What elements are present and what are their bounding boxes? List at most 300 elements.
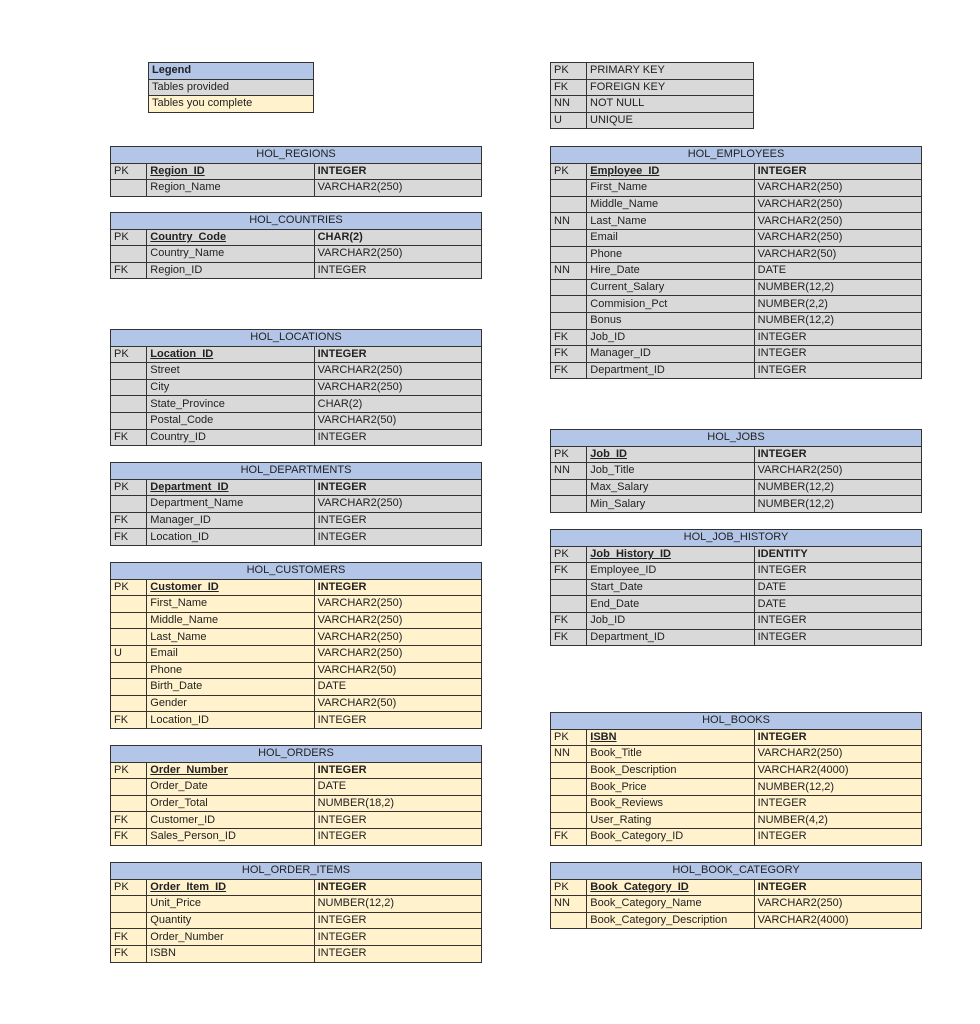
key-cell: U: [111, 645, 147, 662]
key-cell: [111, 912, 147, 929]
table-hol-locations: [110, 329, 482, 446]
key-cell: [111, 896, 147, 913]
key-cell: [551, 296, 587, 313]
column-type: INTEGER: [754, 879, 921, 896]
column-type: VARCHAR2(250): [754, 213, 921, 230]
key-cell: PK: [111, 879, 147, 896]
table-row: [551, 296, 922, 313]
key-abbr: PK: [551, 63, 587, 80]
key-cell: NN: [551, 746, 587, 763]
key-cell: [551, 196, 587, 213]
column-name: Unit_Price: [147, 896, 314, 913]
key-cell: FK: [111, 262, 147, 279]
key-cell: PK: [111, 479, 147, 496]
column-type: NUMBER(4,2): [754, 812, 921, 829]
table-row: [111, 496, 482, 513]
column-name: ISBN: [587, 729, 754, 746]
table-row: [551, 479, 922, 496]
key-cell: FK: [551, 329, 587, 346]
key-cell: FK: [551, 612, 587, 629]
table-row: [551, 746, 922, 763]
column-type: IDENTITY: [754, 546, 921, 563]
column-type: VARCHAR2(250): [314, 612, 481, 629]
column-type: NUMBER(12,2): [314, 896, 481, 913]
table-row: [111, 896, 482, 913]
table-title: HOL_ORDERS: [111, 746, 482, 763]
key-row: [551, 96, 754, 113]
key-cell: [551, 795, 587, 812]
table-row: [551, 362, 922, 379]
column-type: DATE: [754, 263, 921, 280]
table-row: [551, 779, 922, 796]
table-row: [111, 346, 482, 363]
key-cell: NN: [551, 213, 587, 230]
key-abbreviations: [550, 62, 754, 129]
legend: [148, 62, 314, 113]
table-row: [111, 363, 482, 380]
column-type: VARCHAR2(250): [754, 746, 921, 763]
key-cell: [551, 246, 587, 263]
key-cell: [111, 396, 147, 413]
table-row: [551, 579, 922, 596]
column-type: INTEGER: [754, 729, 921, 746]
column-name: Gender: [147, 695, 314, 712]
table-row: [111, 246, 482, 263]
key-cell: [551, 229, 587, 246]
column-name: Max_Salary: [587, 479, 754, 496]
table-row: [111, 163, 482, 180]
column-type: INTEGER: [754, 829, 921, 846]
table-row: [111, 262, 482, 279]
key-cell: FK: [111, 712, 147, 729]
column-name: User_Rating: [587, 812, 754, 829]
table-row: [551, 329, 922, 346]
column-name: Manager_ID: [147, 512, 314, 529]
table-hol-order-items: [110, 862, 482, 963]
column-name: Book_Category_Description: [587, 912, 754, 929]
key-cell: NN: [551, 896, 587, 913]
column-type: INTEGER: [314, 712, 481, 729]
legend-provided: Tables provided: [149, 79, 314, 96]
key-cell: PK: [111, 229, 147, 246]
column-name: Location_ID: [147, 346, 314, 363]
key-cell: [551, 312, 587, 329]
table-title: HOL_ORDER_ITEMS: [111, 863, 482, 880]
column-type: VARCHAR2(250): [314, 629, 481, 646]
column-type: VARCHAR2(250): [314, 596, 481, 613]
table-row: [551, 213, 922, 230]
table-title: HOL_EMPLOYEES: [551, 147, 922, 164]
key-cell: FK: [551, 629, 587, 646]
key-cell: [111, 779, 147, 796]
table-row: [551, 912, 922, 929]
column-name: Sales_Person_ID: [147, 828, 314, 845]
column-name: Location_ID: [147, 712, 314, 729]
key-cell: [551, 496, 587, 513]
key-cell: PK: [551, 446, 587, 463]
column-name: Min_Salary: [587, 496, 754, 513]
key-cell: FK: [111, 945, 147, 962]
column-type: INTEGER: [754, 329, 921, 346]
table-hol-job-history: [550, 529, 922, 646]
key-row: [551, 79, 754, 96]
table-row: [551, 762, 922, 779]
table-hol-books: [550, 712, 922, 846]
table-row: [111, 828, 482, 845]
table-row: [551, 196, 922, 213]
column-type: INTEGER: [314, 929, 481, 946]
key-cell: FK: [551, 362, 587, 379]
key-cell: [551, 779, 587, 796]
table-title: HOL_LOCATIONS: [111, 330, 482, 347]
key-cell: [111, 412, 147, 429]
table-row: [111, 229, 482, 246]
column-name: Birth_Date: [147, 679, 314, 696]
table-row: [111, 662, 482, 679]
column-type: VARCHAR2(4000): [754, 912, 921, 929]
key-row: [551, 112, 754, 129]
table-hol-orders: [110, 745, 482, 846]
column-name: First_Name: [147, 596, 314, 613]
column-name: Book_Category_Name: [587, 896, 754, 913]
key-cell: FK: [111, 529, 147, 546]
column-type: VARCHAR2(250): [314, 180, 481, 197]
key-cell: [111, 379, 147, 396]
column-type: INTEGER: [314, 529, 481, 546]
column-name: Job_History_ID: [587, 546, 754, 563]
column-type: INTEGER: [754, 346, 921, 363]
column-name: Manager_ID: [587, 346, 754, 363]
key-cell: FK: [111, 828, 147, 845]
column-type: NUMBER(12,2): [754, 279, 921, 296]
table-row: [551, 163, 922, 180]
table-row: [111, 645, 482, 662]
column-type: VARCHAR2(250): [754, 180, 921, 197]
key-cell: [551, 279, 587, 296]
column-name: Quantity: [147, 912, 314, 929]
column-name: Department_ID: [587, 629, 754, 646]
key-cell: FK: [551, 563, 587, 580]
key-cell: [111, 795, 147, 812]
key-cell: NN: [551, 463, 587, 480]
column-type: VARCHAR2(4000): [754, 762, 921, 779]
key-cell: [551, 912, 587, 929]
table-row: [551, 563, 922, 580]
column-name: Region_ID: [147, 262, 314, 279]
key-cell: FK: [111, 512, 147, 529]
column-name: ISBN: [147, 945, 314, 962]
key-cell: PK: [111, 346, 147, 363]
column-type: DATE: [754, 596, 921, 613]
key-cell: [111, 679, 147, 696]
key-cell: [111, 596, 147, 613]
table-hol-jobs: [550, 429, 922, 513]
key-cell: PK: [111, 163, 147, 180]
key-cell: PK: [111, 579, 147, 596]
legend-title: Legend: [149, 63, 314, 80]
key-cell: FK: [111, 812, 147, 829]
key-cell: [111, 363, 147, 380]
key-cell: PK: [111, 762, 147, 779]
key-cell: FK: [111, 429, 147, 446]
table-row: [111, 429, 482, 446]
column-name: Job_Title: [587, 463, 754, 480]
column-type: DATE: [314, 679, 481, 696]
table-title: HOL_BOOK_CATEGORY: [551, 863, 922, 880]
column-name: Region_Name: [147, 180, 314, 197]
column-name: Email: [587, 229, 754, 246]
column-name: Start_Date: [587, 579, 754, 596]
table-row: [111, 779, 482, 796]
column-type: NUMBER(12,2): [754, 312, 921, 329]
key-cell: [551, 596, 587, 613]
key-abbr: U: [551, 112, 587, 129]
column-type: INTEGER: [314, 912, 481, 929]
key-cell: [551, 479, 587, 496]
key-cell: [111, 246, 147, 263]
key-abbr: FK: [551, 79, 587, 96]
table-row: [111, 912, 482, 929]
column-type: NUMBER(12,2): [754, 496, 921, 513]
table-row: [111, 412, 482, 429]
column-name: Current_Salary: [587, 279, 754, 296]
table-row: [551, 812, 922, 829]
column-type: VARCHAR2(250): [314, 645, 481, 662]
table-row: [551, 263, 922, 280]
table-row: [111, 712, 482, 729]
table-row: [551, 729, 922, 746]
table-row: [111, 579, 482, 596]
table-row: [111, 695, 482, 712]
column-name: City: [147, 379, 314, 396]
table-row: [551, 446, 922, 463]
column-type: INTEGER: [314, 828, 481, 845]
key-row: [551, 63, 754, 80]
column-type: INTEGER: [314, 479, 481, 496]
table-row: [111, 629, 482, 646]
key-cell: PK: [551, 163, 587, 180]
column-type: DATE: [754, 579, 921, 596]
column-type: INTEGER: [314, 429, 481, 446]
column-name: Region_ID: [147, 163, 314, 180]
column-name: Book_Description: [587, 762, 754, 779]
column-name: Phone: [587, 246, 754, 263]
column-type: VARCHAR2(250): [314, 246, 481, 263]
table-row: [111, 945, 482, 962]
key-meaning: FOREIGN KEY: [587, 79, 754, 96]
column-type: VARCHAR2(50): [314, 412, 481, 429]
key-cell: PK: [551, 546, 587, 563]
column-type: INTEGER: [754, 446, 921, 463]
column-name: Employee_ID: [587, 563, 754, 580]
column-name: Book_Category_ID: [587, 879, 754, 896]
column-name: Country_ID: [147, 429, 314, 446]
column-name: Hire_Date: [587, 263, 754, 280]
table-row: [111, 396, 482, 413]
column-name: Middle_Name: [147, 612, 314, 629]
column-name: Bonus: [587, 312, 754, 329]
key-cell: PK: [551, 879, 587, 896]
column-type: INTEGER: [754, 795, 921, 812]
table-row: [551, 896, 922, 913]
table-row: [111, 529, 482, 546]
column-name: Book_Category_ID: [587, 829, 754, 846]
table-row: [551, 496, 922, 513]
table-row: [111, 180, 482, 197]
table-hol-book-category: [550, 862, 922, 929]
key-cell: PK: [551, 729, 587, 746]
key-meaning: NOT NULL: [587, 96, 754, 113]
column-type: INTEGER: [314, 945, 481, 962]
column-type: VARCHAR2(250): [314, 363, 481, 380]
table-row: [551, 829, 922, 846]
key-cell: [111, 496, 147, 513]
column-type: INTEGER: [314, 163, 481, 180]
column-name: Email: [147, 645, 314, 662]
table-row: [111, 512, 482, 529]
table-row: [551, 246, 922, 263]
table-hol-countries: [110, 212, 482, 279]
table-row: [111, 679, 482, 696]
column-type: INTEGER: [314, 879, 481, 896]
table-row: [111, 795, 482, 812]
table-row: [551, 312, 922, 329]
column-name: Customer_ID: [147, 579, 314, 596]
table-row: [111, 879, 482, 896]
key-cell: [551, 812, 587, 829]
column-name: Commision_Pct: [587, 296, 754, 313]
column-name: Country_Code: [147, 229, 314, 246]
table-row: [111, 812, 482, 829]
column-type: NUMBER(2,2): [754, 296, 921, 313]
column-type: DATE: [314, 779, 481, 796]
table-row: [111, 479, 482, 496]
key-cell: FK: [111, 929, 147, 946]
column-type: INTEGER: [754, 629, 921, 646]
column-name: First_Name: [587, 180, 754, 197]
column-type: INTEGER: [314, 812, 481, 829]
column-name: Country_Name: [147, 246, 314, 263]
table-row: [551, 612, 922, 629]
key-cell: FK: [551, 829, 587, 846]
column-name: State_Province: [147, 396, 314, 413]
column-name: Department_ID: [147, 479, 314, 496]
table-row: [551, 879, 922, 896]
table-title: HOL_JOB_HISTORY: [551, 530, 922, 547]
table-row: [551, 596, 922, 613]
column-name: Middle_Name: [587, 196, 754, 213]
table-row: [551, 180, 922, 197]
column-type: VARCHAR2(50): [314, 662, 481, 679]
column-type: VARCHAR2(250): [754, 896, 921, 913]
key-cell: NN: [551, 263, 587, 280]
column-type: INTEGER: [754, 362, 921, 379]
column-name: Order_Item_ID: [147, 879, 314, 896]
column-type: VARCHAR2(250): [754, 229, 921, 246]
column-type: VARCHAR2(50): [754, 246, 921, 263]
table-row: [111, 612, 482, 629]
column-type: INTEGER: [754, 563, 921, 580]
table-row: [551, 346, 922, 363]
column-name: Order_Date: [147, 779, 314, 796]
table-row: [551, 279, 922, 296]
column-type: CHAR(2): [314, 229, 481, 246]
column-name: Department_Name: [147, 496, 314, 513]
key-cell: [551, 180, 587, 197]
column-name: Book_Title: [587, 746, 754, 763]
column-name: Job_ID: [587, 446, 754, 463]
column-type: INTEGER: [314, 762, 481, 779]
column-type: INTEGER: [314, 262, 481, 279]
column-name: Order_Number: [147, 762, 314, 779]
legend-complete: Tables you complete: [149, 96, 314, 113]
column-name: Order_Total: [147, 795, 314, 812]
table-title: HOL_JOBS: [551, 430, 922, 447]
key-cell: FK: [551, 346, 587, 363]
key-cell: [111, 695, 147, 712]
column-name: Phone: [147, 662, 314, 679]
table-row: [111, 762, 482, 779]
column-name: Department_ID: [587, 362, 754, 379]
column-type: VARCHAR2(250): [314, 496, 481, 513]
column-type: NUMBER(12,2): [754, 779, 921, 796]
key-abbr: NN: [551, 96, 587, 113]
key-cell: [111, 662, 147, 679]
column-type: INTEGER: [314, 512, 481, 529]
column-type: NUMBER(18,2): [314, 795, 481, 812]
key-cell: [551, 762, 587, 779]
key-cell: [111, 612, 147, 629]
column-name: End_Date: [587, 596, 754, 613]
table-title: HOL_COUNTRIES: [111, 213, 482, 230]
column-type: VARCHAR2(250): [754, 196, 921, 213]
table-hol-employees: [550, 146, 922, 379]
column-name: Customer_ID: [147, 812, 314, 829]
column-type: INTEGER: [754, 163, 921, 180]
table-row: [551, 229, 922, 246]
table-hol-customers: [110, 562, 482, 729]
table-title: HOL_BOOKS: [551, 713, 922, 730]
key-cell: [111, 629, 147, 646]
key-cell: [551, 579, 587, 596]
column-name: Job_ID: [587, 329, 754, 346]
column-type: VARCHAR2(250): [754, 463, 921, 480]
column-type: INTEGER: [314, 579, 481, 596]
table-title: HOL_DEPARTMENTS: [111, 463, 482, 480]
column-name: Employee_ID: [587, 163, 754, 180]
column-type: CHAR(2): [314, 396, 481, 413]
column-name: Book_Reviews: [587, 795, 754, 812]
table-row: [551, 795, 922, 812]
column-name: Postal_Code: [147, 412, 314, 429]
column-name: Street: [147, 363, 314, 380]
column-name: Last_Name: [147, 629, 314, 646]
column-type: VARCHAR2(250): [314, 379, 481, 396]
table-row: [111, 929, 482, 946]
table-title: HOL_CUSTOMERS: [111, 563, 482, 580]
table-row: [111, 379, 482, 396]
table-title: HOL_REGIONS: [111, 147, 482, 164]
table-row: [551, 463, 922, 480]
column-type: VARCHAR2(50): [314, 695, 481, 712]
table-row: [551, 546, 922, 563]
table-row: [551, 629, 922, 646]
column-type: INTEGER: [754, 612, 921, 629]
column-name: Book_Price: [587, 779, 754, 796]
column-type: NUMBER(12,2): [754, 479, 921, 496]
table-hol-regions: [110, 146, 482, 197]
column-name: Job_ID: [587, 612, 754, 629]
